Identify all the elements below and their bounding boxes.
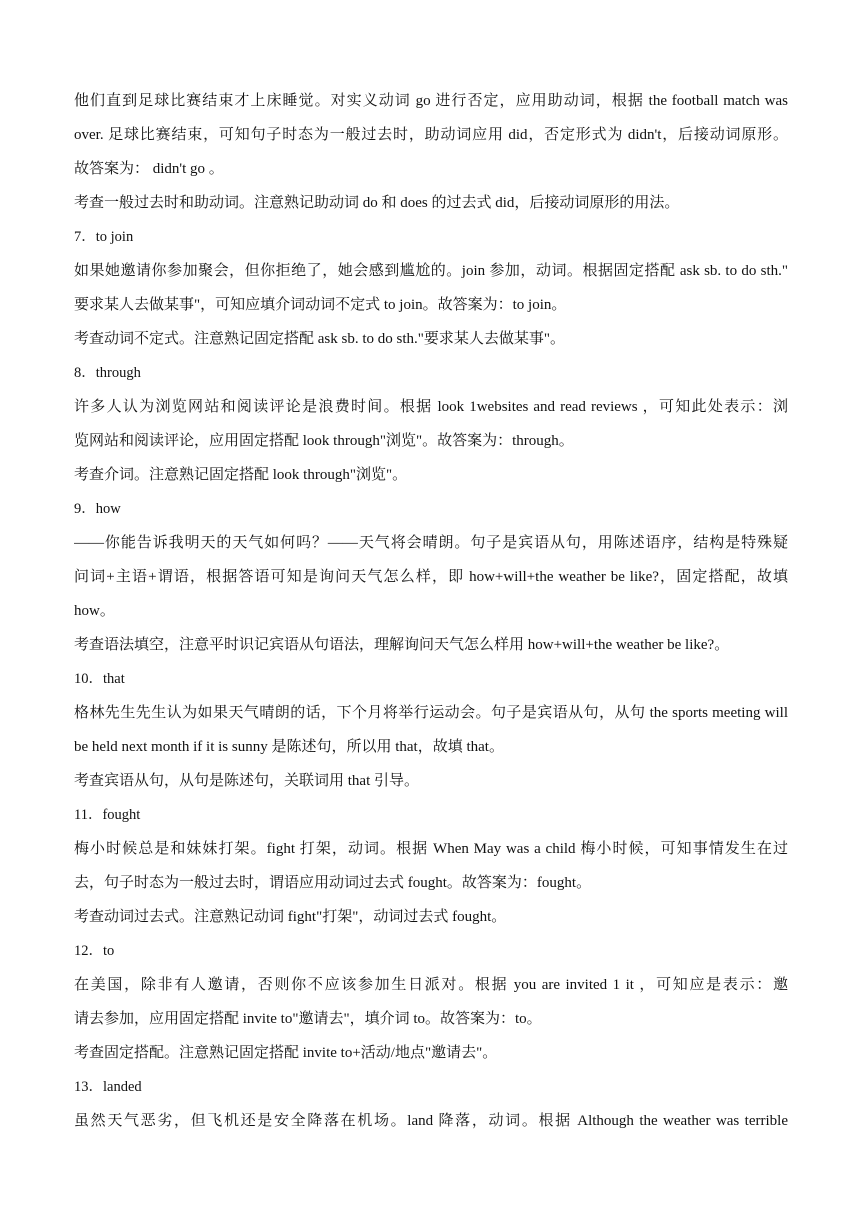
text-line: 格林先生先生认为如果天气晴朗的话，下个月将举行运动会。句子是宾语从句，从句 the sports meeting will [74,705,788,721]
text-line: be held next month if it is sunny 是陈述句，所以用 that，故填 that。 [74,739,504,755]
text-line: 他们直到足球比赛结束才上床睡觉。对实义动词 go 进行否定，应用助动词，根据 the football match was [74,93,788,109]
text-line: 问词+主语+谓语，根据答语可知是询问天气怎么样，即 how+will+the weather be like?，固定搭配，故填 [74,569,788,585]
text-line: 去，句子时态为一般过去时，谓语应用动词过去式 fought。故答案为：fought。 [74,875,592,891]
text-line: 故答案为： didn't go 。 [74,161,224,177]
answer-heading: 8．through [74,365,141,381]
text-line: 请去参加，应用固定搭配 invite to"邀请去"，填介词 to。故答案为：to。 [74,1011,542,1027]
answer-heading: 13．landed [74,1079,142,1095]
answer-heading: 7．to join [74,229,134,245]
text-line: 如果她邀请你参加聚会，但你拒绝了，她会感到尴尬的。join 参加，动词。根据固定搭配 ask sb. to do sth." [74,263,788,279]
text-line: ——你能告诉我明天的天气如何吗？——天气将会晴朗。句子是宾语从句，用陈述语序，结构是特殊疑 [74,535,788,551]
text-line: 考查介词。注意熟记固定搭配 look through"浏览"。 [74,467,408,483]
text-line: 考查语法填空，注意平时识记宾语从句语法，理解询问天气怎么样用 how+will+the weather be like?。 [74,637,730,653]
text-line: 要求某人去做某事"，可知应填介词动词不定式 to join。故答案为：to join。 [74,297,567,313]
answer-heading: 10．that [74,671,125,687]
text-line: 虽然天气恶劣，但飞机还是安全降落在机场。land 降落，动词。根据 Although the weather was terrible [74,1113,788,1129]
text-line: 在美国，除非有人邀请，否则你不应该参加生日派对。根据 you are invited 1 it ，可知应是表示：邀 [74,977,788,993]
answer-heading: 12．to [74,943,115,959]
text-line: how。 [74,603,115,619]
text-line: 考查宾语从句，从句是陈述句，关联词用 that 引导。 [74,773,419,789]
document-page [74,84,788,1138]
document-body [74,84,788,1138]
text-line: 许多人认为浏览网站和阅读评论是浪费时间。根据 look 1websites and read reviews ，可知此处表示：浏 [74,399,788,415]
text-line: 考查固定搭配。注意熟记固定搭配 invite to+活动/地点"邀请去"。 [74,1045,498,1061]
text-line: 考查动词不定式。注意熟记固定搭配 ask sb. to do sth."要求某人去做某事"。 [74,331,566,347]
text-line: 梅小时候总是和妹妹打架。fight 打架，动词。根据 When May was a child 梅小时候，可知事情发生在过 [74,841,788,857]
text-line: 考查一般过去时和助动词。注意熟记助动词 do 和 does 的过去式 did，后接动词原形的用法。 [74,195,680,211]
text-line: over. 足球比赛结束，可知句子时态为一般过去时，助动词应用 did，否定形式为 didn't，后接动词原形。 [74,127,788,143]
answer-heading: 11．fought [74,807,141,823]
text-line: 考查动词过去式。注意熟记动词 fight"打架"，动词过去式 fought。 [74,909,507,925]
text-line: 览网站和阅读评论，应用固定搭配 look through"浏览"。故答案为：through。 [74,433,574,449]
answer-heading: 9．how [74,501,121,517]
